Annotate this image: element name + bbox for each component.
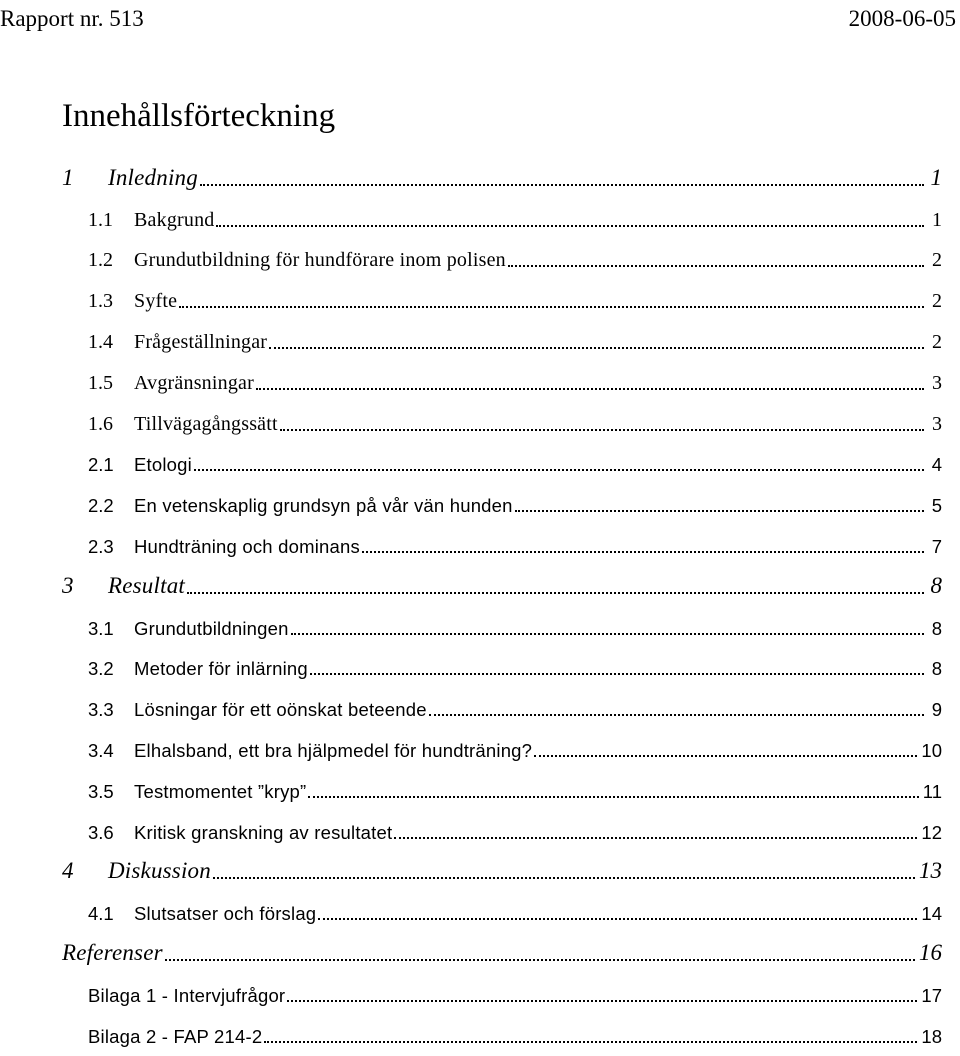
dot-leader [534,754,917,757]
toc-entry-3-4[interactable]: 3.4 Elhalsband, ett bra hjälpmedel för hundträning? 10 [88,739,942,761]
dot-leader [194,468,924,471]
dot-leader [291,632,924,635]
toc-entry-1-3[interactable]: 1.3 Syfte 2 [88,290,942,313]
dot-leader [269,346,924,349]
dot-leader [165,958,915,961]
toc-entry-appendix-1[interactable]: Bilaga 1 - Intervjufrågor 17 [88,984,942,1006]
dot-leader [280,428,924,431]
report-date: 2008-06-05 [848,6,956,31]
page-title: Innehållsförteckning [62,98,336,134]
toc-entry-1-5[interactable]: 1.5 Avgränsningar 3 [88,371,942,394]
toc-entry-3-1[interactable]: 3.1 Grundutbildningen 8 [88,617,942,639]
dot-leader [213,876,915,879]
toc-entry-3-6[interactable]: 3.6 Kritisk granskning av resultatet 12 [88,821,942,843]
dot-leader [308,795,918,798]
dot-leader [179,305,924,308]
report-number: Rapport nr. 513 [0,6,144,31]
dot-leader [216,224,924,227]
toc-entry-1-4[interactable]: 1.4 Frågeställningar 2 [88,330,942,353]
toc-entry-2-2[interactable]: 2.2 En vetenskaplig grundsyn på vår vän hunden 5 [88,495,942,517]
dot-leader [187,591,924,594]
dot-leader [200,183,924,186]
dot-leader [394,836,917,839]
toc-entry-1-1[interactable]: 1.1 Bakgrund 1 [88,208,942,231]
dot-leader [256,387,924,390]
dot-leader [310,672,924,675]
toc-entry-4[interactable]: 4 Diskussion 13 [62,858,942,884]
toc-entry-3-5[interactable]: 3.5 Testmomentet ”kryp” 11 [88,780,942,802]
dot-leader [287,999,917,1002]
dot-leader [508,264,924,267]
dot-leader [515,509,924,512]
page-header [0,4,960,34]
toc-entry-3-3[interactable]: 3.3 Lösningar för ett oönskat beteende 9 [88,699,942,721]
toc-entry-4-1[interactable]: 4.1 Slutsatser och förslag 14 [88,903,942,925]
dot-leader [264,1040,917,1043]
dot-leader [318,917,917,920]
toc-entry-references[interactable]: Referenser 16 [62,939,942,965]
toc-entry-2-1[interactable]: 2.1 Etologi 4 [88,454,942,476]
dot-leader [362,550,924,553]
table-of-contents [0,158,960,1056]
toc-entry-1[interactable]: 1 Inledning 1 [62,164,942,190]
toc-entry-2-3[interactable]: 2.3 Hundträning och dominans 7 [88,535,942,557]
toc-entry-1-6[interactable]: 1.6 Tillvägagångssätt 3 [88,412,942,435]
toc-entry-appendix-2[interactable]: Bilaga 2 - FAP 214-2 18 [88,1025,942,1047]
dot-leader [429,713,924,716]
toc-entry-3-2[interactable]: 3.2 Metoder för inlärning 8 [88,658,942,680]
toc-entry-1-2[interactable]: 1.2 Grundutbildning för hundförare inom polisen 2 [88,249,942,272]
toc-entry-3[interactable]: 3 Resultat 8 [62,572,942,598]
